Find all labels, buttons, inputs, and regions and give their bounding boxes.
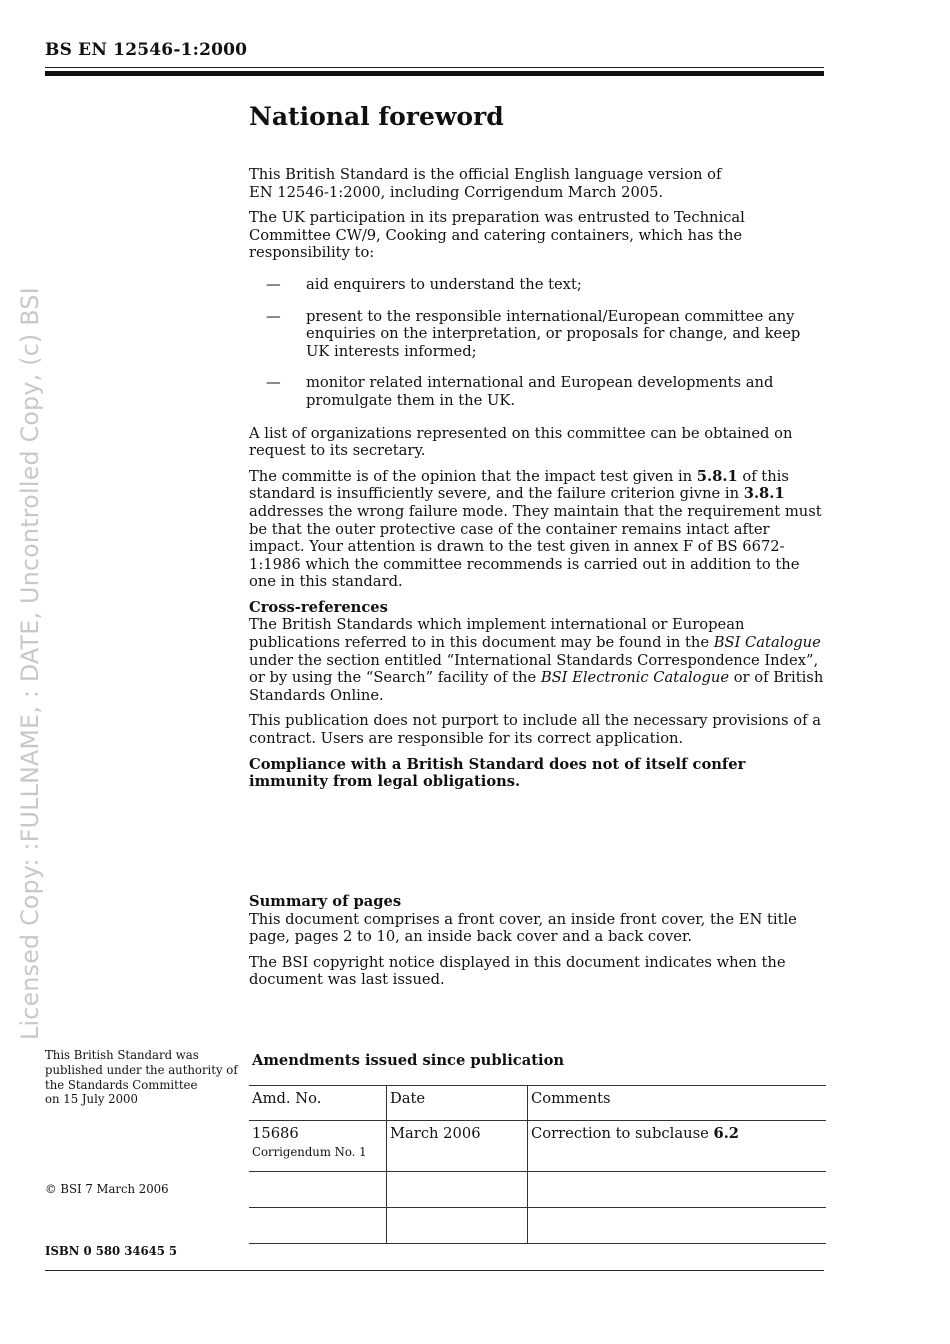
catalogue-title: BSI Electronic Catalogue (540, 669, 730, 687)
clause-reference: 3.8.1 (743, 485, 785, 503)
copyright-line: © BSI 7 March 2006 (45, 1182, 169, 1196)
organizations-paragraph: A list of organizations represented on this committee can be obtained on request to its secretary. (249, 424, 793, 460)
isbn-line: ISBN 0 580 34645 5 (45, 1244, 178, 1258)
comments-cell (528, 1172, 827, 1208)
participation-paragraph: The UK participation in its preparation was entrusted to Technical Committee CW/9, Cooking and catering containers, which has the responsibility to: (249, 209, 745, 262)
header-rule-thin (45, 67, 824, 68)
standard-code-header: BS EN 12546-1:2000 (45, 40, 248, 60)
table-row (249, 1121, 826, 1172)
column-header: Amd. No. (249, 1086, 387, 1121)
committee-opinion-paragraph: The committe is of the opinion that the impact test given in 5.8.1 of this standard is insufficiently severe, and the failure criterion givne in 3.8.1 addresses the wrong failure mode. They maintain that the requirement must be that the outer protective case of the container remains intact after impact. Your attention is drawn to the test given in annex F of BS 6672-1:1986 which the committee recommends is carried out in addition to the one in this standard. (249, 467, 822, 591)
catalogue-title: BSI Catalogue (713, 634, 821, 652)
compliance-statement: Compliance with a British Standard does not of itself confer immunity from legal obligations. (249, 755, 746, 791)
footer-rule (45, 1270, 824, 1271)
dash-bullet: — (266, 374, 281, 392)
list-item (249, 374, 827, 409)
corrigendum-note: Corrigendum No. 1 (252, 1145, 367, 1159)
summary-of-pages (249, 893, 827, 997)
clause-reference: 5.8.1 (696, 467, 738, 485)
column-header: Comments (528, 1086, 827, 1121)
intro-paragraph: This British Standard is the official English language version of EN 12546-1:2000, including Corrigendum March 2005. (249, 166, 722, 201)
dash-bullet: — (266, 275, 281, 293)
comments-cell: Correction to subclause 6.2 (528, 1121, 827, 1172)
comments-cell (528, 1208, 827, 1244)
table-row (249, 1172, 826, 1208)
table-header-row (249, 1086, 826, 1121)
date-cell: March 2006 (387, 1121, 528, 1172)
amd-number-cell (249, 1208, 387, 1244)
table-row (249, 1208, 826, 1244)
provisions-paragraph: This publication does not purport to include all the necessary provisions of a contract. Users are responsible for its correct application. (249, 712, 821, 748)
licence-watermark: Licensed Copy: :FULLNAME, : DATE, Uncontrolled Copy, (c) BSI (16, 287, 44, 1040)
clause-reference: 6.2 (713, 1125, 740, 1142)
dash-bullet: — (266, 307, 281, 325)
list-item (249, 276, 827, 294)
amendments-table (249, 1085, 826, 1244)
foreword-body (249, 100, 827, 799)
list-item (249, 308, 827, 361)
responsibility-list (249, 276, 827, 410)
header-rule-thick (45, 71, 824, 76)
copyright-notice-paragraph: The BSI copyright notice displayed in this document indicates when the document was last issued. (249, 953, 786, 989)
list-item-text: aid enquirers to understand the text; (306, 275, 582, 293)
summary-paragraph: This document comprises a front cover, an inside front cover, the EN title page, pages 2 to 10, an inside back cover and a back cover. (249, 910, 797, 946)
cross-references-heading: Cross-references (249, 598, 388, 616)
amd-number-cell (249, 1172, 387, 1208)
list-item-text: monitor related international and European developments and promulgate them in the UK. (306, 374, 774, 409)
page-title: National foreword (249, 102, 504, 131)
cross-references-paragraph: The British Standards which implement international or European publications referred to in this document may be found in the BSI Catalogue under the section entitled “International Standards Correspondence Index”, or by using the “Search” facility of the BSI Electronic Catalogue or of British Standards Online. (249, 616, 824, 704)
column-header: Date (387, 1086, 528, 1121)
summary-heading: Summary of pages (249, 893, 402, 910)
publication-note: This British Standard was published under the authority of the Standards Committee on 15 July 2000 (45, 1048, 238, 1107)
date-cell (387, 1208, 528, 1244)
amd-number-cell: 15686 Corrigendum No. 1 (249, 1121, 387, 1172)
date-cell (387, 1172, 528, 1208)
amendments-heading: Amendments issued since publication (252, 1052, 565, 1069)
list-item-text: present to the responsible international/European committee any enquiries on the interpretation, or proposals for change, and keep UK interests informed; (306, 307, 801, 360)
